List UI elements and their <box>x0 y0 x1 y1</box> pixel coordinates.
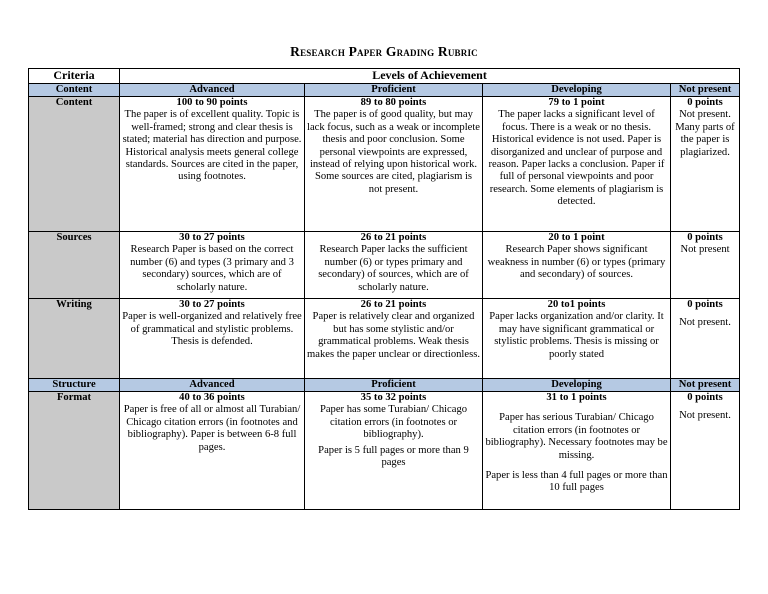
points-label: 0 points <box>687 232 723 243</box>
cell-description: Paper lacks organization and/or clarity. It may have significant grammatical or stylistic problems. Thesis is missing or poorly stated <box>489 311 664 360</box>
cell-description: The paper is of excellent quality. Topic is well-framed; strong and clear thesis is stated; material has direction and purpose. Historical analysis meets general college standards. Sources are cited in the paper, using footnotes. <box>122 109 302 183</box>
rubric-cell <box>671 299 740 379</box>
points-label: 0 points <box>687 299 723 310</box>
table-row <box>29 392 740 510</box>
cell-description: The paper is of good quality, but may lack focus, such as a weak or incomplete thesis and poor conclusion. Some personal viewpoints are expressed, instead of relying upon historical work. Some sources are cited, plagiarism is not present. <box>307 109 480 195</box>
table-row <box>29 299 740 379</box>
cell-description: Not present <box>680 244 730 256</box>
points-label: 30 to 27 points <box>179 232 245 243</box>
criteria-header: Criteria <box>29 69 120 84</box>
cell-description: Paper has some Turabian/ Chicago citation errors (in footnotes or bibliography). <box>319 404 468 441</box>
points-label: 35 to 32 points <box>360 392 427 403</box>
points-label: 0 points <box>687 97 723 108</box>
points-label: 30 to 27 points <box>179 299 245 310</box>
bar-cell: Proficient <box>305 379 483 392</box>
table-row <box>29 97 740 232</box>
cell-description: Paper is relatively clear and organized but has some stylistic and/or grammatical problems. Weak thesis makes the paper unclear or directionless. <box>307 311 480 360</box>
rubric-cell <box>305 392 483 510</box>
points-label: 0 points <box>687 392 723 403</box>
bar-cell: Advanced <box>120 84 305 97</box>
points-label: 26 to 21 points <box>360 232 427 243</box>
bar-cell: Not present <box>671 379 740 392</box>
rubric-cell <box>671 232 740 299</box>
level-bar-content <box>29 84 740 97</box>
cell-description: Not present. <box>679 317 731 329</box>
rubric-cell <box>483 97 671 232</box>
criterion-cell: Sources <box>29 232 120 299</box>
rubric-cell <box>120 299 305 379</box>
rubric-cell <box>305 232 483 299</box>
bar-cell: Content <box>29 84 120 97</box>
cell-description: Research Paper is based on the correct number (6) and types (3 primary and 3 secondary) sources, which are of scholarly nature. <box>130 244 294 293</box>
level-bar-structure <box>29 379 740 392</box>
bar-cell: Proficient <box>305 84 483 97</box>
cell-description: The paper lacks a significant level of focus. There is a weak or no thesis. Historical evidence is not used. Paper is disorganized and unclear of purpose and reason. Paper lacks a conclusion. Paper if full of personal viewpoints and poor research. Some elements of plagiarism is detected. <box>488 109 665 208</box>
rubric-cell <box>120 232 305 299</box>
points-label: 40 to 36 points <box>179 392 245 403</box>
cell-description: Not present. Many parts of the paper is plagiarized. <box>675 109 735 158</box>
cell-description: Not present. <box>679 410 731 422</box>
bar-cell: Developing <box>483 379 671 392</box>
points-label: 79 to 1 point <box>548 97 605 108</box>
rubric-cell <box>483 232 671 299</box>
points-label: 89 to 80 points <box>360 97 427 108</box>
criterion-cell: Writing <box>29 299 120 379</box>
cell-description: Paper has serious Turabian/ Chicago citation errors (in footnotes or bibliography). Necessary footnotes may be missing. <box>485 412 668 461</box>
points-label: 20 to1 points <box>547 299 606 310</box>
rubric-cell <box>120 97 305 232</box>
bar-cell: Not present <box>671 84 740 97</box>
page-title: Research Paper Grading Rubric <box>290 44 478 59</box>
rubric-cell <box>305 299 483 379</box>
cell-description: Paper is free of all or almost all Turabian/ Chicago citation errors (in footnotes and bibliography). Paper is between 6-8 full pages. <box>123 404 301 453</box>
levels-header: Levels of Achievement <box>120 69 740 84</box>
header-row <box>29 69 740 84</box>
criterion-cell: Content <box>29 97 120 232</box>
cell-description: Paper is well-organized and relatively free of grammatical and stylistic problems. Thesis is defended. <box>122 311 302 348</box>
bar-cell: Developing <box>483 84 671 97</box>
cell-description: Research Paper shows significant weakness in number (6) or types (primary and secondary) of sources. <box>487 244 666 281</box>
cell-description-extra: Paper is less than 4 full pages or more than 10 full pages <box>485 470 668 494</box>
rubric-cell <box>671 97 740 232</box>
rubric-cell <box>483 299 671 379</box>
points-label: 26 to 21 points <box>360 299 427 310</box>
cell-description: Research Paper lacks the sufficient number (6) or types primary and secondary) of sources, which are of scholarly nature. <box>318 244 469 293</box>
criterion-cell: Format <box>29 392 120 510</box>
points-label: 20 to 1 point <box>548 232 605 243</box>
rubric-cell <box>483 392 671 510</box>
rubric-cell <box>120 392 305 510</box>
table-row <box>29 232 740 299</box>
rubric-cell <box>671 392 740 510</box>
points-label: 31 to 1 points <box>546 392 607 403</box>
rubric-cell <box>305 97 483 232</box>
bar-cell: Structure <box>29 379 120 392</box>
cell-description-extra: Paper is 5 full pages or more than 9 pages <box>318 444 469 469</box>
bar-cell: Advanced <box>120 379 305 392</box>
points-label: 100 to 90 points <box>176 97 248 108</box>
rubric-table <box>28 68 740 510</box>
